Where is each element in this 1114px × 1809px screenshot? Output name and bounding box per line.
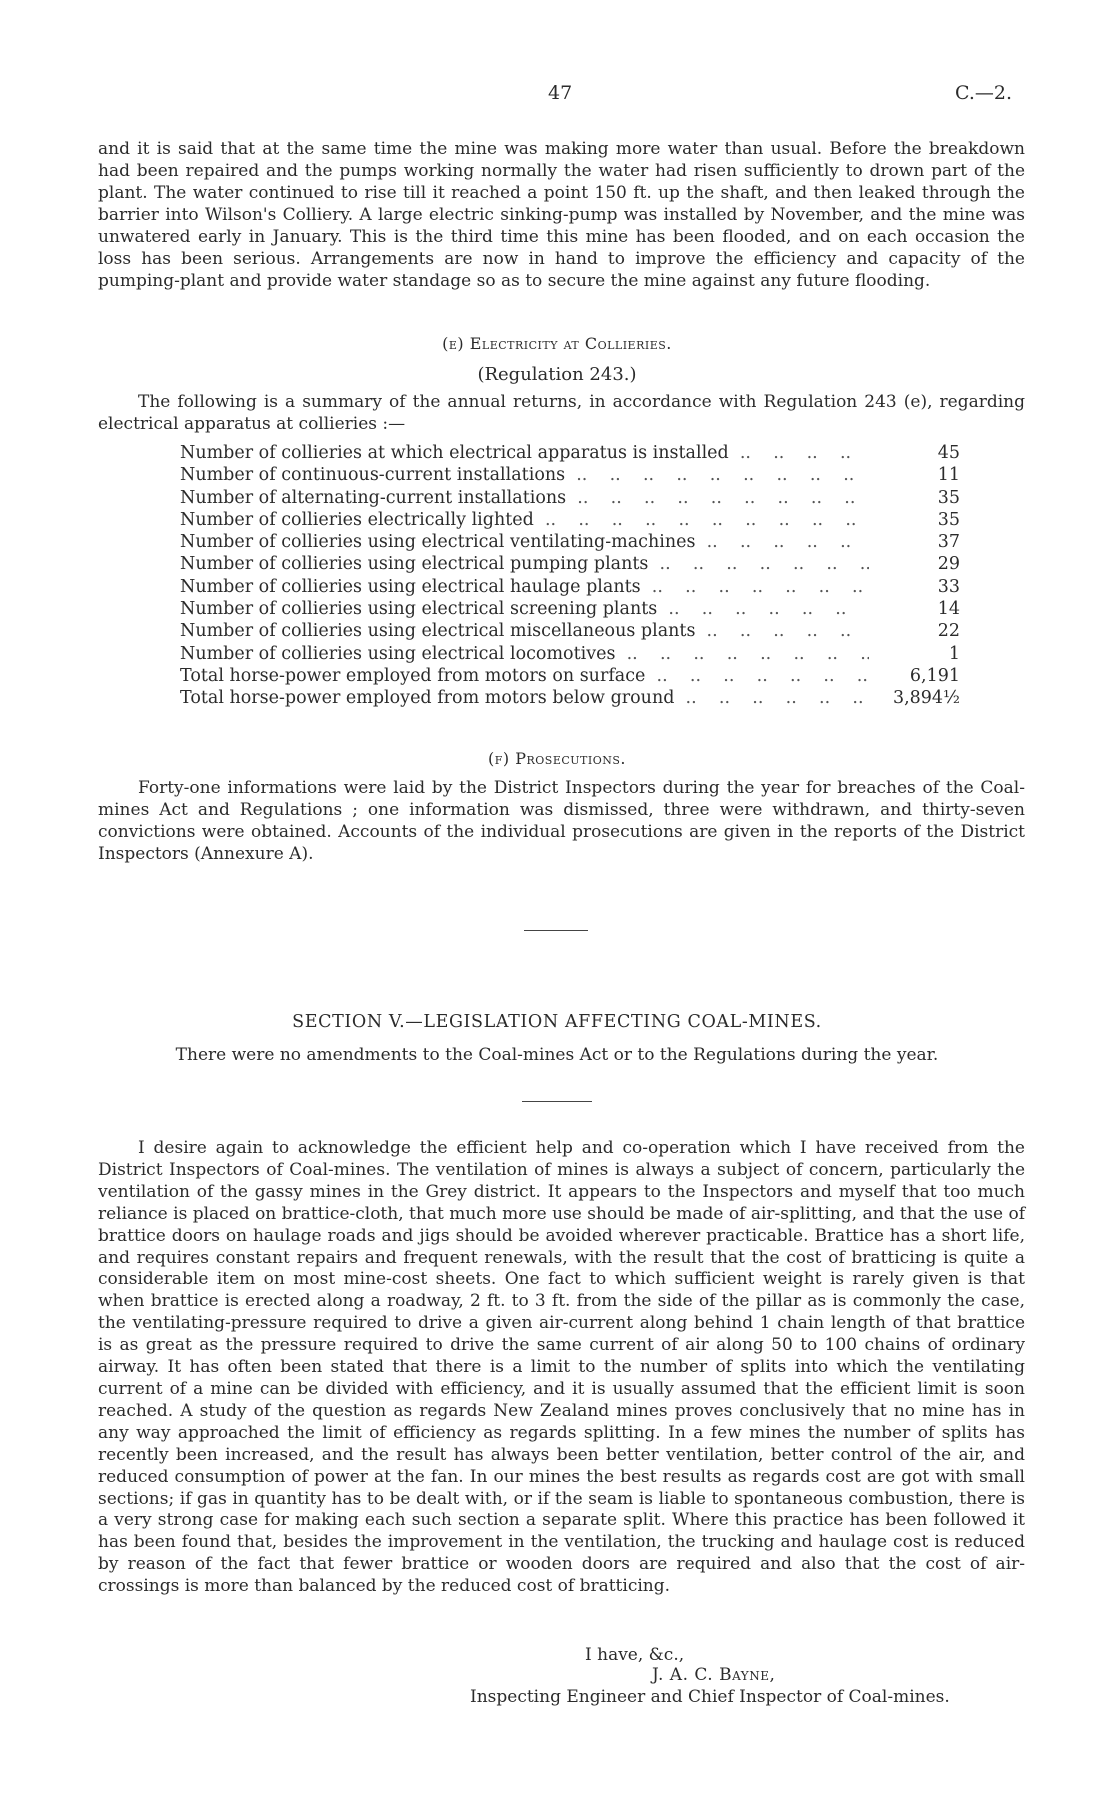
table-row [180,553,960,575]
table-row [180,576,960,598]
row-value: 29 [869,553,960,575]
table-row [180,487,960,509]
row-label: Number of collieries using electrical miscellaneous plants .. [180,620,869,642]
page-number: 47 [548,82,573,104]
table-row [180,464,960,486]
table-row [180,509,960,531]
signature-name: J. A. C. Bayne, [652,1665,776,1685]
row-label: Number of collieries using electrical locomotives .. [180,643,869,665]
row-value: 45 [869,442,960,464]
table-row [180,531,960,553]
row-value: 35 [869,487,960,509]
section-v-text: There were no amendments to the Coal-mines Act or to the Regulations during the year. [175,1045,939,1065]
row-label: Number of collieries at which electrical apparatus is installed .. [180,442,869,464]
regulation-subheading: (Regulation 243.) [477,364,637,385]
table-row [180,687,960,709]
row-label: Number of collieries using electrical ventilating-machines .. [180,531,869,553]
row-value: 14 [869,598,960,620]
table-row [180,442,960,464]
row-label: Total horse-power employed from motors on surface .. [180,665,869,687]
row-value: 33 [869,576,960,598]
row-value: 1 [869,643,960,665]
document-reference: C.—2. [954,82,1012,104]
acknowledgement-paragraph: I desire again to acknowledge the efficient help and co-operation which I have received from the District Inspectors of Coal-mines. The ventilation of mines is always a subject of concern, particularly the ventilation of the gassy mines in the Grey district. It appears to the Inspectors and myself that too much reliance is placed on brattice-cloth, that much more use should be made of air-splitting, and that the use of brattice doors on haulage roads and jigs should be avoided wherever practicable. Brattice has a short life, and requires constant repairs and frequent renewals, with the result that the cost of bratticing is quite a considerable item on most mine-cost sheets. One fact to which sufficient weight is rarely given is that when brattice is erected along a roadway, 2 ft. to 3 ft. from the side of the pillar as is commonly the case, the ventilating-pressure required to drive a given air-current along behind 1 chain length of that brattice is as great as the pressure required to drive the same current of air along 50 to 100 chains of ordinary airway. It has often been stated that there is a limit to the number of splits into which the ventilating current of a mine can be divided with efficiency, and it is usually assumed that the efficient limit is soon reached. A study of the question as regards New Zealand mines proves conclusively that no mine has in any way approached the limit of efficiency as regards splitting. In a few mines the number of splits has recently been increased, and the result has always been better ventilation, better control of the air, and reduced consumption of power at the fan. In our mines the best results as regards cost are got with small sections; if gas in quantity has to be dealt with, or if the seam is liable to spontaneous combustion, there is a very strong case for making each such section a separate split. Where this practice has been followed it has been found that, besides the improvement in the ventilation, the trucking and haulage cost is reduced by reason of the fact that fewer brattice or wooden doors are required and also that the cost of air-crossings is more than balanced by the reduced cost of bratticing. [98,1138,1025,1597]
prosecutions-heading: (f) Prosecutions. [488,749,626,768]
row-value: 35 [869,509,960,531]
row-label: Number of collieries using electrical haulage plants .. [180,576,869,598]
row-value: 37 [869,531,960,553]
row-value: 22 [869,620,960,642]
row-value: 11 [869,464,960,486]
section-v-heading: SECTION V.—LEGISLATION AFFECTING COAL-MINES. [292,1012,822,1032]
row-label: Number of collieries using electrical screening plants .. [180,598,869,620]
row-value: 6,191 [869,665,960,687]
table-row [180,598,960,620]
row-value: 3,894½ [869,687,960,709]
signature-title: Inspecting Engineer and Chief Inspector of Coal-mines. [470,1687,950,1707]
table-row [180,665,960,687]
electricity-heading: (e) Electricity at Collieries. [442,334,672,353]
electricity-intro: The following is a summary of the annual returns, in accordance with Regulation 243 (e), regarding electrical apparatus at collieries :— [98,392,1025,434]
signature-closing: I have, &c., [585,1645,685,1665]
row-label: Number of collieries electrically lighted .. [180,509,869,531]
row-label: Number of continuous-current installations .. [180,464,869,486]
page-header [0,82,1114,110]
row-label: Number of alternating-current installations .. [180,487,869,509]
flooding-paragraph: and it is said that at the same time the mine was making more water than usual. Before the breakdown had been repaired and the pumps working normally the water had risen sufficiently to drown part of the plant. The water continued to rise till it reached a point 150 ft. up the shaft, and then leaked through the barrier into Wilson's Colliery. A large electric sinking-pump was installed by November, and the mine was unwatered early in January. This is the third time this mine has been flooded, and on each occasion the loss has been serious. Arrangements are now in hand to improve the efficiency and capacity of the pumping-plant and provide water standage so as to secure the mine against any future flooding. [98,139,1025,291]
row-label: Number of collieries using electrical pumping plants .. [180,553,869,575]
prosecutions-paragraph: Forty-one informations were laid by the District Inspectors during the year for breaches of the Coal-mines Act and Regulations ; one information was dismissed, three were withdrawn, and thirty-seven convictions were obtained. Accounts of the individual prosecutions are given in the reports of the District Inspectors (Annexure A). [98,778,1025,864]
table-row [180,620,960,642]
table-row [180,643,960,665]
section-divider [522,1101,592,1102]
electrical-summary-table [180,442,960,710]
section-divider [524,930,588,931]
row-label: Total horse-power employed from motors below ground .. [180,687,869,709]
